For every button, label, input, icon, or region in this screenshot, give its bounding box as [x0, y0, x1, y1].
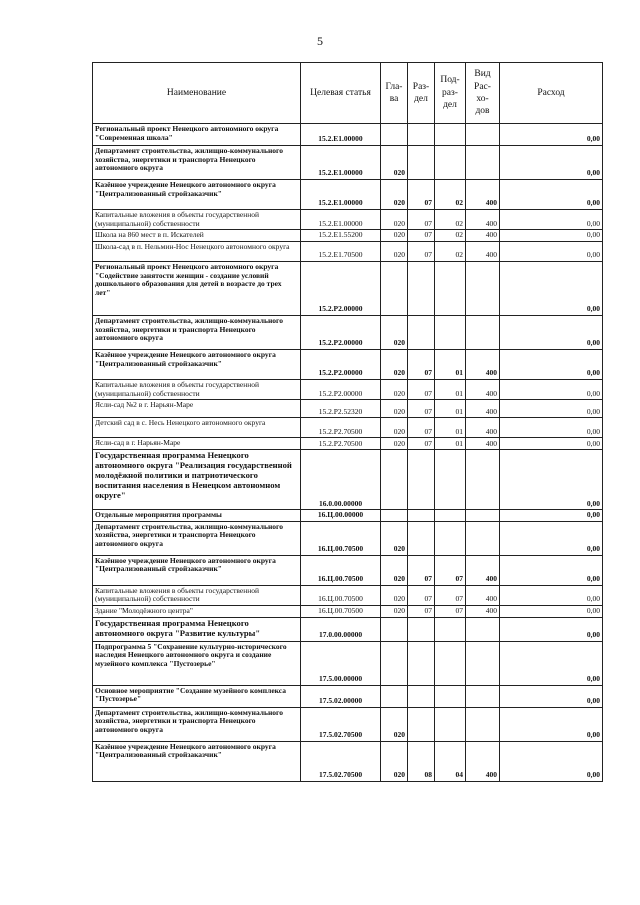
podrazdel-cell: 01 [435, 400, 466, 418]
target-code-cell: 16.Ц.00.70500 [301, 555, 381, 585]
podrazdel-cell: 01 [435, 418, 466, 438]
target-code-cell: 17.5.02.70500 [301, 741, 381, 781]
target-code-cell: 15.2.Р2.70500 [301, 418, 381, 438]
name-cell: Казённое учреждение Ненецкого автономного округа "Централизованный стройзаказчик" [93, 555, 301, 585]
podrazdel-cell: 07 [435, 606, 466, 618]
table-row [93, 315, 603, 349]
glava-cell [381, 510, 408, 522]
razdel-cell [408, 450, 435, 510]
vid-cell: 400 [466, 400, 500, 418]
glava-cell: 020 [381, 438, 408, 450]
vid-cell: 400 [466, 418, 500, 438]
razdel-cell [408, 707, 435, 741]
name-cell: Здание "Молодёжного центра" [93, 606, 301, 618]
vid-cell: 400 [466, 555, 500, 585]
target-code-cell: 17.5.00.00000 [301, 641, 381, 685]
amount-cell: 0,00 [500, 379, 603, 399]
glava-cell: 020 [381, 379, 408, 399]
podrazdel-cell: 01 [435, 379, 466, 399]
amount-cell: 0,00 [500, 741, 603, 781]
glava-cell: 020 [381, 146, 408, 180]
target-code-cell: 16.Ц.00.70500 [301, 606, 381, 618]
table-row [93, 555, 603, 585]
razdel-cell [408, 315, 435, 349]
razdel-cell: 07 [408, 555, 435, 585]
razdel-cell: 07 [408, 241, 435, 261]
target-code-cell: 15.2.Р2.52320 [301, 400, 381, 418]
glava-cell: 020 [381, 741, 408, 781]
podrazdel-cell: 07 [435, 585, 466, 605]
table-row [93, 379, 603, 399]
name-cell: Отдельные мероприятия программы [93, 510, 301, 522]
razdel-cell [408, 261, 435, 315]
vid-cell [466, 685, 500, 707]
razdel-cell [408, 510, 435, 522]
table-row [93, 585, 603, 605]
razdel-cell: 07 [408, 418, 435, 438]
vid-cell [466, 707, 500, 741]
amount-cell: 0,00 [500, 555, 603, 585]
name-cell: Казённое учреждение Ненецкого автономного округа "Централизованный стройзаказчик" [93, 349, 301, 379]
amount-cell: 0,00 [500, 261, 603, 315]
podrazdel-cell: 01 [435, 349, 466, 379]
target-code-cell: 17.0.00.00000 [301, 617, 381, 641]
vid-cell [466, 641, 500, 685]
glava-cell: 020 [381, 210, 408, 230]
header-row [93, 63, 603, 124]
razdel-cell [408, 124, 435, 146]
table-row [93, 261, 603, 315]
table-row [93, 146, 603, 180]
name-cell: Капитальные вложения в объекты государственной (муниципальной) собственности [93, 210, 301, 230]
amount-cell: 0,00 [500, 617, 603, 641]
amount-cell: 0,00 [500, 241, 603, 261]
header-razdel-text: Раз- дел [412, 81, 430, 104]
amount-cell: 0,00 [500, 438, 603, 450]
target-code-cell: 15.2.Е1.00000 [301, 210, 381, 230]
name-cell: Департамент строительства, жилищно-коммунального хозяйства, энергетики и транспорта Ненецкого автономного округа [93, 315, 301, 349]
target-code-cell: 15.2.Е1.00000 [301, 124, 381, 146]
name-cell: Региональный проект Ненецкого автономного округа "Содействие занятости женщин - создание условий дошкольного образования для детей в возрасте до трех лет" [93, 261, 301, 315]
table-row [93, 418, 603, 438]
table-row [93, 510, 603, 522]
target-code-cell: 15.2.Е1.00000 [301, 180, 381, 210]
table-row [93, 641, 603, 685]
vid-cell: 400 [466, 741, 500, 781]
glava-cell: 020 [381, 555, 408, 585]
amount-cell: 0,00 [500, 606, 603, 618]
amount-cell: 0,00 [500, 418, 603, 438]
podrazdel-cell [435, 641, 466, 685]
vid-cell [466, 521, 500, 555]
vid-cell [466, 617, 500, 641]
podrazdel-cell: 02 [435, 210, 466, 230]
amount-cell: 0,00 [500, 707, 603, 741]
podrazdel-cell [435, 146, 466, 180]
header-podrazdel [435, 63, 466, 124]
glava-cell: 020 [381, 707, 408, 741]
amount-cell: 0,00 [500, 685, 603, 707]
glava-cell: 020 [381, 241, 408, 261]
name-cell: Казённое учреждение Ненецкого автономного округа "Централизованный стройзаказчик" [93, 741, 301, 781]
table-row [93, 241, 603, 261]
razdel-cell [408, 521, 435, 555]
table-row [93, 685, 603, 707]
target-code-cell: 15.2.Р2.00000 [301, 315, 381, 349]
budget-table [92, 62, 603, 782]
podrazdel-cell: 07 [435, 555, 466, 585]
target-code-cell: 15.2.Р2.00000 [301, 261, 381, 315]
razdel-cell: 07 [408, 349, 435, 379]
vid-cell: 400 [466, 606, 500, 618]
header-glava [381, 63, 408, 124]
target-code-cell: 17.5.02.00000 [301, 685, 381, 707]
glava-cell [381, 617, 408, 641]
table-row [93, 438, 603, 450]
glava-cell: 020 [381, 180, 408, 210]
header-target: Целевая статья [301, 63, 381, 124]
name-cell: Ясли-сад в г. Нарьян-Маре [93, 438, 301, 450]
table-row [93, 617, 603, 641]
table-row [93, 210, 603, 230]
vid-cell: 400 [466, 379, 500, 399]
amount-cell: 0,00 [500, 400, 603, 418]
podrazdel-cell [435, 510, 466, 522]
glava-cell [381, 450, 408, 510]
podrazdel-cell [435, 124, 466, 146]
vid-cell: 400 [466, 349, 500, 379]
table-row [93, 124, 603, 146]
target-code-cell: 15.2.Р2.00000 [301, 349, 381, 379]
podrazdel-cell [435, 617, 466, 641]
header-podrazdel-text: Под- раз- дел [440, 75, 460, 111]
table-row [93, 400, 603, 418]
header-vid [466, 63, 500, 124]
glava-cell [381, 641, 408, 685]
table-row [93, 521, 603, 555]
name-cell: Школа-сад в п. Нельмин-Нос Ненецкого автономного округа [93, 241, 301, 261]
name-cell: Департамент строительства, жилищно-коммунального хозяйства, энергетики и транспорта Ненецкого автономного округа [93, 707, 301, 741]
target-code-cell: 17.5.02.70500 [301, 707, 381, 741]
name-cell: Департамент строительства, жилищно-коммунального хозяйства, энергетики и транспорта Ненецкого автономного округа [93, 146, 301, 180]
glava-cell: 020 [381, 315, 408, 349]
header-vid-text: Вид Рас- хо- дов [474, 69, 491, 117]
target-code-cell: 15.2.Е1.00000 [301, 146, 381, 180]
razdel-cell: 07 [408, 379, 435, 399]
amount-cell: 0,00 [500, 210, 603, 230]
target-code-cell: 16.0.00.00000 [301, 450, 381, 510]
target-code-cell: 15.2.Е1.70500 [301, 241, 381, 261]
header-razdel [408, 63, 435, 124]
table-row [93, 230, 603, 242]
podrazdel-cell [435, 315, 466, 349]
vid-cell: 400 [466, 585, 500, 605]
razdel-cell [408, 641, 435, 685]
header-amount: Расход [500, 63, 603, 124]
razdel-cell [408, 685, 435, 707]
podrazdel-cell [435, 521, 466, 555]
glava-cell: 020 [381, 230, 408, 242]
amount-cell: 0,00 [500, 521, 603, 555]
vid-cell: 400 [466, 180, 500, 210]
table-row [93, 180, 603, 210]
glava-cell [381, 261, 408, 315]
name-cell: Подпрограмма 5 "Сохранение культурно-исторического наследия Ненецкого автономного округа и создание музейного комплекса "Пустозерье" [93, 641, 301, 685]
amount-cell: 0,00 [500, 450, 603, 510]
name-cell: Департамент строительства, жилищно-коммунального хозяйства, энергетики и транспорта Ненецкого автономного округа [93, 521, 301, 555]
vid-cell [466, 315, 500, 349]
razdel-cell [408, 617, 435, 641]
glava-cell: 020 [381, 606, 408, 618]
name-cell: Казённое учреждение Ненецкого автономного округа "Централизованный стройзаказчик" [93, 180, 301, 210]
table-row [93, 450, 603, 510]
glava-cell: 020 [381, 349, 408, 379]
vid-cell: 400 [466, 438, 500, 450]
razdel-cell: 07 [408, 606, 435, 618]
name-cell: Капитальные вложения в объекты государственной (муниципальной) собственности [93, 585, 301, 605]
table-row [93, 707, 603, 741]
razdel-cell: 07 [408, 585, 435, 605]
target-code-cell: 16.Ц.00.70500 [301, 585, 381, 605]
podrazdel-cell [435, 261, 466, 315]
target-code-cell: 15.2.Е1.55200 [301, 230, 381, 242]
vid-cell: 400 [466, 230, 500, 242]
page-number: 5 [317, 34, 323, 48]
podrazdel-cell: 02 [435, 230, 466, 242]
amount-cell: 0,00 [500, 510, 603, 522]
razdel-cell: 07 [408, 400, 435, 418]
glava-cell: 020 [381, 521, 408, 555]
amount-cell: 0,00 [500, 230, 603, 242]
table-row [93, 741, 603, 781]
vid-cell [466, 261, 500, 315]
target-code-cell: 16.Ц.00.70500 [301, 521, 381, 555]
amount-cell: 0,00 [500, 180, 603, 210]
name-cell: Государственная программа Ненецкого автономного округа "Развитие культуры" [93, 617, 301, 641]
glava-cell: 020 [381, 400, 408, 418]
vid-cell: 400 [466, 241, 500, 261]
header-name: Наименование [93, 63, 301, 124]
razdel-cell: 07 [408, 180, 435, 210]
podrazdel-cell: 02 [435, 180, 466, 210]
podrazdel-cell [435, 450, 466, 510]
amount-cell: 0,00 [500, 124, 603, 146]
vid-cell [466, 510, 500, 522]
razdel-cell [408, 146, 435, 180]
glava-cell: 020 [381, 585, 408, 605]
glava-cell [381, 124, 408, 146]
amount-cell: 0,00 [500, 146, 603, 180]
name-cell: Региональный проект Ненецкого автономного округа "Современная школа" [93, 124, 301, 146]
podrazdel-cell [435, 685, 466, 707]
razdel-cell: 07 [408, 438, 435, 450]
vid-cell [466, 146, 500, 180]
glava-cell [381, 685, 408, 707]
target-code-cell: 15.2.Р2.70500 [301, 438, 381, 450]
name-cell: Капитальные вложения в объекты государственной (муниципальной) собственности [93, 379, 301, 399]
razdel-cell: 08 [408, 741, 435, 781]
podrazdel-cell: 04 [435, 741, 466, 781]
name-cell: Школа на 860 мест в п. Искателей [93, 230, 301, 242]
name-cell: Детский сад в с. Несь Ненецкого автономного округа [93, 418, 301, 438]
name-cell: Государственная программа Ненецкого автономного округа "Реализация государственной молодёжной политики и патриотического воспитания населения в Ненецком автономном округе" [93, 450, 301, 510]
razdel-cell: 07 [408, 230, 435, 242]
amount-cell: 0,00 [500, 349, 603, 379]
table-row [93, 606, 603, 618]
target-code-cell: 16.Ц.00.00000 [301, 510, 381, 522]
vid-cell [466, 124, 500, 146]
amount-cell: 0,00 [500, 585, 603, 605]
amount-cell: 0,00 [500, 315, 603, 349]
glava-cell: 020 [381, 418, 408, 438]
vid-cell: 400 [466, 210, 500, 230]
podrazdel-cell [435, 707, 466, 741]
podrazdel-cell: 01 [435, 438, 466, 450]
header-glava-text: Гла- ва [385, 81, 403, 104]
name-cell: Основное мероприятие "Создание музейного комплекса "Пустозерье" [93, 685, 301, 707]
table-row [93, 349, 603, 379]
amount-cell: 0,00 [500, 641, 603, 685]
target-code-cell: 15.2.Р2.00000 [301, 379, 381, 399]
podrazdel-cell: 02 [435, 241, 466, 261]
name-cell: Ясли-сад №2 в г. Нарьян-Маре [93, 400, 301, 418]
vid-cell [466, 450, 500, 510]
razdel-cell: 07 [408, 210, 435, 230]
